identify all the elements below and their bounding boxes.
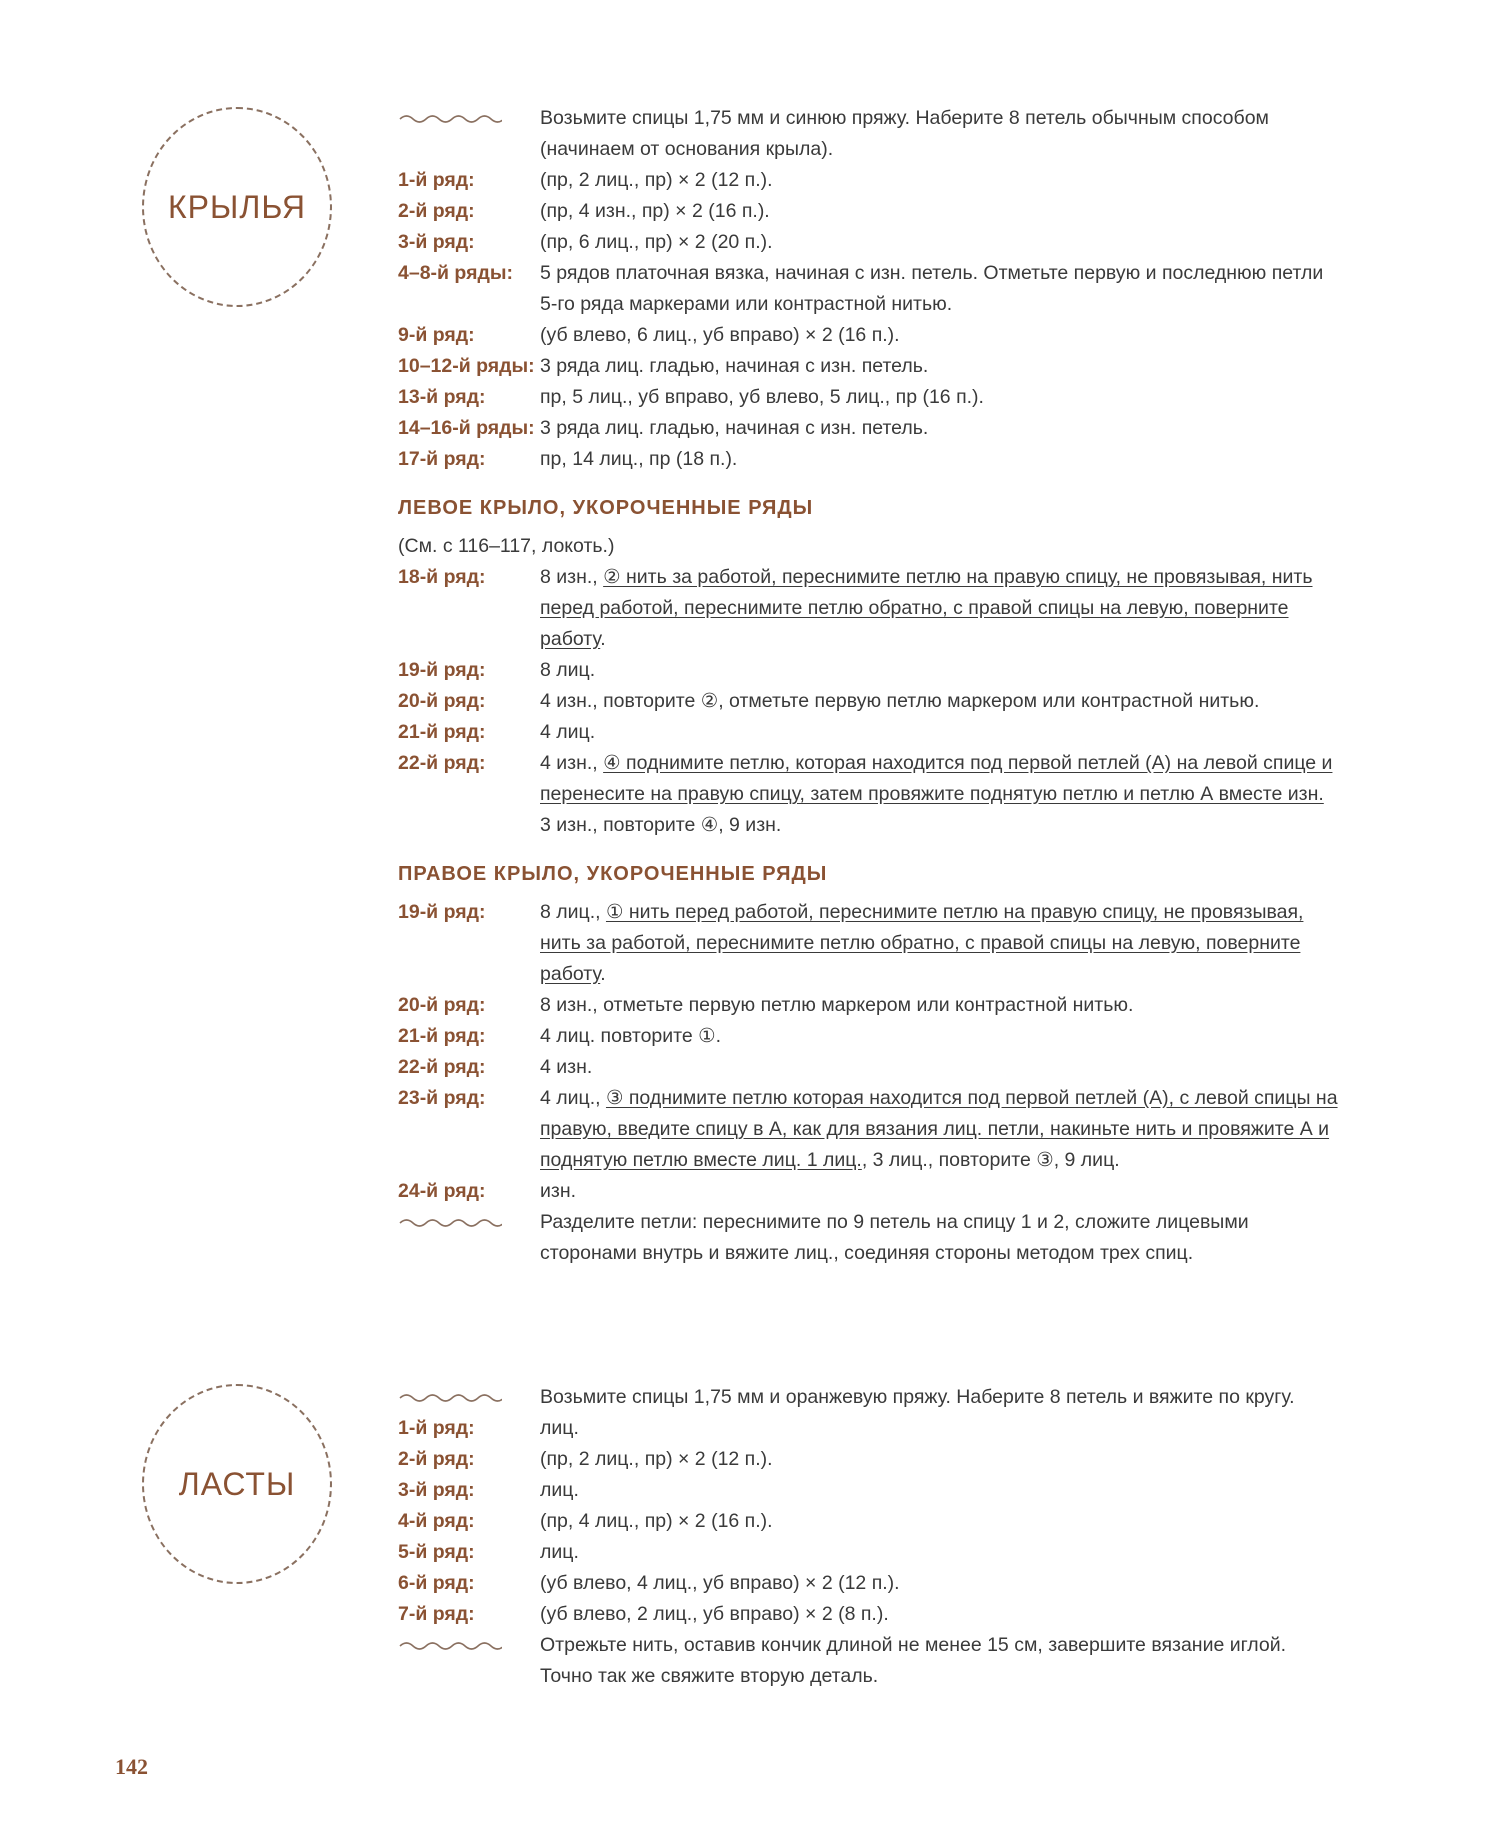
flippers-rows (398, 1413, 1338, 1630)
row-label: 21-й ряд: (398, 721, 486, 743)
wings-rows (398, 165, 1338, 475)
row-label: 1-й ряд: (398, 169, 475, 191)
wings-section (398, 103, 1338, 1269)
flippers-final-row (398, 1630, 1338, 1692)
row-label: 18-й ряд: (398, 566, 486, 588)
row-item (398, 351, 1338, 382)
wings-intro-row (398, 103, 1338, 165)
row-item (398, 1052, 1338, 1083)
row-item (398, 717, 1338, 748)
row-text: лиц. (540, 1541, 579, 1563)
row-text: (уб влево, 2 лиц., уб вправо) × 2 (8 п.). (540, 1603, 889, 1625)
row-text: 8 изн., отметьте первую петлю маркером или контрастной нитью. (540, 994, 1134, 1016)
row-text: изн. (540, 1180, 577, 1202)
row-label: 1-й ряд: (398, 1417, 475, 1439)
row-label: 9-й ряд: (398, 324, 475, 346)
row-item (398, 562, 1338, 655)
wings-badge-title: КРЫЛЬЯ (168, 188, 306, 225)
row-label: 23-й ряд: (398, 1087, 486, 1109)
row-item (398, 990, 1338, 1021)
row-text: 3 ряда лиц. гладью, начиная с изн. петель. (540, 355, 929, 377)
wave-divider-icon (398, 1639, 502, 1653)
row-label: 19-й ряд: (398, 659, 486, 681)
row-item (398, 444, 1338, 475)
row-label: 24-й ряд: (398, 1180, 486, 1202)
flippers-intro: Возьмите спицы 1,75 мм и оранжевую пряжу. Наберите 8 петель и вяжите по кругу. (540, 1386, 1295, 1408)
flippers-section (398, 1382, 1338, 1692)
flippers-final: Отрежьте нить, оставив кончик длиной не менее 15 см, завершите вязание иглой. Точно так же свяжите вторую деталь. (540, 1634, 1287, 1687)
row-label: 21-й ряд: (398, 1025, 486, 1047)
row-text: (уб влево, 6 лиц., уб вправо) × 2 (16 п.). (540, 324, 900, 346)
row-item (398, 897, 1338, 990)
row-label: 6-й ряд: (398, 1572, 475, 1594)
row-text: 8 лиц. (540, 659, 596, 681)
wings-badge (142, 107, 332, 307)
row-item (398, 258, 1338, 320)
row-text: 3 ряда лиц. гладью, начиная с изн. петель. (540, 417, 929, 439)
row-label: 19-й ряд: (398, 901, 486, 923)
row-item (398, 1444, 1338, 1475)
row-text: (пр, 4 лиц., пр) × 2 (16 п.). (540, 1510, 773, 1532)
row-text: (пр, 6 лиц., пр) × 2 (20 п.). (540, 231, 773, 253)
row-item (398, 413, 1338, 444)
row-item (398, 165, 1338, 196)
row-label: 13-й ряд: (398, 386, 486, 408)
row-text: (пр, 2 лиц., пр) × 2 (12 п.). (540, 1448, 773, 1470)
row-item (398, 1599, 1338, 1630)
row-text: 4 лиц. (540, 721, 596, 743)
row-label: 5-й ряд: (398, 1541, 475, 1563)
row-text: 4 изн., повторите ②, отметьте первую петлю маркером или контрастной нитью. (540, 690, 1260, 712)
row-label: 22-й ряд: (398, 752, 486, 774)
row-item (398, 227, 1338, 258)
row-item (398, 1176, 1338, 1207)
row-item (398, 320, 1338, 351)
row-item (398, 196, 1338, 227)
row-item (398, 1506, 1338, 1537)
row-text: 8 изн., ② нить за работой, переснимите петлю на правую спицу, не провязывая, нить перед работой, переснимите петлю обратно, с правой спицы на левую, поверните работу. (540, 566, 1313, 650)
flippers-badge-title: ЛАСТЫ (178, 1465, 296, 1502)
row-label: 4–8-й ряды: (398, 262, 513, 284)
row-item (398, 686, 1338, 717)
row-item (398, 748, 1338, 841)
row-text: 5 рядов платочная вязка, начиная с изн. петель. Отметьте первую и последнюю петли 5-го ряда маркерами или контрастной нитью. (540, 262, 1324, 315)
row-text: (пр, 4 изн., пр) × 2 (16 п.). (540, 200, 770, 222)
flippers-badge (142, 1384, 332, 1584)
row-label: 20-й ряд: (398, 690, 486, 712)
row-text: лиц. (540, 1417, 579, 1439)
row-item (398, 1021, 1338, 1052)
row-label: 14–16-й ряды: (398, 417, 535, 439)
row-label: 17-й ряд: (398, 448, 486, 470)
row-text: (уб влево, 4 лиц., уб вправо) × 2 (12 п.). (540, 1572, 900, 1594)
row-item (398, 655, 1338, 686)
right-wing-heading: ПРАВОЕ КРЫЛО, УКОРОЧЕННЫЕ РЯДЫ (398, 863, 828, 885)
wave-divider-icon (398, 112, 502, 126)
row-label: 20-й ряд: (398, 994, 486, 1016)
wings-final: Разделите петли: переснимите по 9 петель на спицу 1 и 2, сложите лицевыми сторонами внутрь и вяжите лиц., соединяя стороны методом трех спиц. (540, 1211, 1249, 1264)
row-item (398, 1568, 1338, 1599)
flippers-intro-row (398, 1382, 1338, 1413)
row-text: 4 изн., ④ поднимите петлю, которая находится под первой петлей (А) на левой спице и перенесите на правую спицу, затем провяжите поднятую петлю и петлю А вместе изн. 3 изн., повторите ④, 9 изн. (540, 752, 1333, 836)
row-label: 3-й ряд: (398, 1479, 475, 1501)
row-text: 4 лиц. повторите ①. (540, 1025, 722, 1047)
row-text: 8 лиц., ① нить перед работой, переснимите петлю на правую спицу, не провязывая, нить за работой, переснимите петлю обратно, с правой спицы на левую, поверните работу. (540, 901, 1304, 985)
row-label: 2-й ряд: (398, 200, 475, 222)
row-label: 10–12-й ряды: (398, 355, 535, 377)
wings-final-row (398, 1207, 1338, 1269)
page-number: 142 (115, 1754, 148, 1779)
wings-intro: Возьмите спицы 1,75 мм и синюю пряжу. Наберите 8 петель обычным способом (начинаем от основания крыла). (540, 107, 1269, 160)
row-text: 4 лиц., ③ поднимите петлю которая находится под первой петлей (А), с левой спицы на правую, введите спицу в А, как для вязания лиц. петли, накиньте нить и провяжите А и поднятую петлю вместе лиц. 1 лиц., 3 лиц., повторите ③, 9 лиц. (540, 1087, 1338, 1171)
row-label: 22-й ряд: (398, 1056, 486, 1078)
row-label: 4-й ряд: (398, 1510, 475, 1532)
row-text: пр, 14 лиц., пр (18 п.). (540, 448, 738, 470)
row-item (398, 1413, 1338, 1444)
row-label: 3-й ряд: (398, 231, 475, 253)
row-text: 4 изн. (540, 1056, 593, 1078)
row-text: (пр, 2 лиц., пр) × 2 (12 п.). (540, 169, 773, 191)
wave-divider-icon (398, 1216, 502, 1230)
row-label: 2-й ряд: (398, 1448, 475, 1470)
row-item (398, 1537, 1338, 1568)
left-wing-note: (См. с 116–117, локоть.) (398, 535, 615, 557)
row-item (398, 1475, 1338, 1506)
row-item (398, 1083, 1338, 1176)
left-wing-heading: ЛЕВОЕ КРЫЛО, УКОРОЧЕННЫЕ РЯДЫ (398, 497, 814, 519)
row-text: пр, 5 лиц., уб вправо, уб влево, 5 лиц., пр (16 п.). (540, 386, 984, 408)
wave-divider-icon (398, 1391, 502, 1405)
row-label: 7-й ряд: (398, 1603, 475, 1625)
row-text: лиц. (540, 1479, 579, 1501)
row-item (398, 382, 1338, 413)
